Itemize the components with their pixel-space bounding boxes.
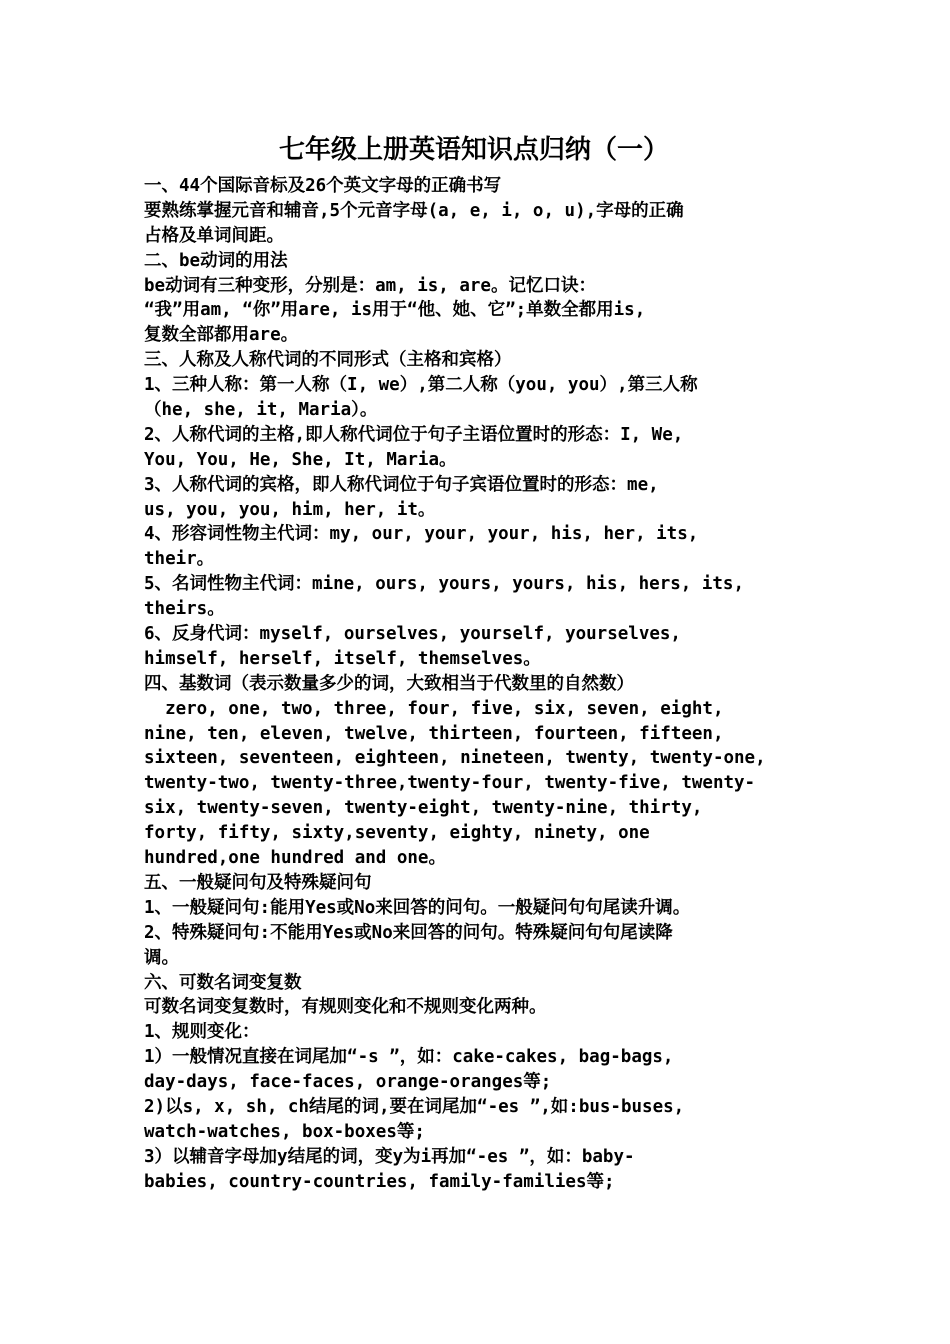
text-line: 四、基数词（表示数量多少的词，大致相当于代数里的自然数） xyxy=(144,673,634,694)
text-line: 要熟练掌握元音和辅音,5个元音字母(a, e, i, o, u),字母的正确 xyxy=(144,200,684,221)
text-line: 3、人称代词的宾格，即人称代词位于句子宾语位置时的形态：me, xyxy=(144,474,659,495)
text-line: 1、一般疑问句:能用Yes或No来回答的问句。一般疑问句句尾读升调。 xyxy=(144,897,691,918)
text-line: 占格及单词间距。 xyxy=(144,225,284,246)
text-line: 5、名词性物主代词：mine, ours, yours, yours, his, hers, its, xyxy=(144,574,745,595)
text-line: You, You, He, She, It, Maria。 xyxy=(144,449,457,470)
text-line: “我”用am, “你”用are, is用于“他、她、它”;单数全都用is, xyxy=(144,300,646,321)
text-line: himself, herself, itself, themselves。 xyxy=(144,648,541,669)
text-line: babies, country-countries, family-families等; xyxy=(144,1171,615,1192)
text-line: nine, ten, eleven, twelve, thirteen, fourteen, fifteen, xyxy=(144,723,724,744)
text-line: be动词有三种变形，分别是：am, is, are。记忆口诀： xyxy=(144,275,596,296)
text-line: zero, one, two, three, four, five, six, seven, eight, xyxy=(144,698,724,719)
text-line: watch-watches, box-boxes等; xyxy=(144,1121,425,1142)
text-line: day-days, face-faces, orange-oranges等; xyxy=(144,1072,552,1093)
text-line: us, you, you, him, her, it。 xyxy=(144,499,436,520)
text-line: （he, she, it, Maria）。 xyxy=(144,400,378,421)
text-line: 3）以辅音字母加y结尾的词，变y为i再加“-es ”，如：baby- xyxy=(144,1146,635,1167)
text-line: 2、特殊疑问句:不能用Yes或No来回答的问句。特殊疑问句句尾读降 xyxy=(144,922,673,943)
text-line: 复数全部都用are。 xyxy=(144,325,299,346)
text-line: 1、规则变化： xyxy=(144,1022,260,1043)
document-body xyxy=(144,174,834,1195)
text-line: twenty-two, twenty-three,twenty-four, twenty-five, twenty- xyxy=(144,773,756,794)
text-line: 调。 xyxy=(144,947,179,968)
text-line: sixteen, seventeen, eighteen, nineteen, twenty, twenty-one, xyxy=(144,748,766,769)
text-line: 五、一般疑问句及特殊疑问句 xyxy=(144,872,372,893)
text-line: 一、44个国际音标及26个英文字母的正确书写 xyxy=(144,176,502,196)
text-line: six, twenty-seven, twenty-eight, twenty-nine, thirty, xyxy=(144,798,703,819)
text-line: 六、可数名词变复数 xyxy=(144,972,302,993)
text-line: 2)以s, x, sh, ch结尾的词,要在词尾加“-es ”,如:bus-buses, xyxy=(144,1096,685,1117)
text-line: their。 xyxy=(144,549,215,570)
document-page xyxy=(144,132,834,1195)
text-line: 2、人称代词的主格,即人称代词位于句子主语位置时的形态：I, We, xyxy=(144,424,684,445)
text-line: 1、三种人称：第一人称（I, we）,第二人称（you, you）,第三人称 xyxy=(144,375,698,396)
text-line: 二、be动词的用法 xyxy=(144,250,288,271)
text-line: 三、人称及人称代词的不同形式（主格和宾格） xyxy=(144,350,512,371)
text-line: theirs。 xyxy=(144,599,225,620)
text-line: hundred,one hundred and one。 xyxy=(144,848,446,869)
page-title: 七年级上册英语知识点归纳（一） xyxy=(278,135,669,165)
text-line: forty, fifty, sixty,seventy, eighty, ninety, one xyxy=(144,823,650,844)
text-line: 6、反身代词：myself, ourselves, yourself, yourselves, xyxy=(144,624,681,645)
text-line: 1）一般情况直接在词尾加“-s ”，如：cake-cakes, bag-bags, xyxy=(144,1047,674,1068)
text-line: 4、形容词性物主代词：my, our, your, your, his, her, its, xyxy=(144,524,699,545)
text-line: 可数名词变复数时，有规则变化和不规则变化两种。 xyxy=(144,997,547,1018)
